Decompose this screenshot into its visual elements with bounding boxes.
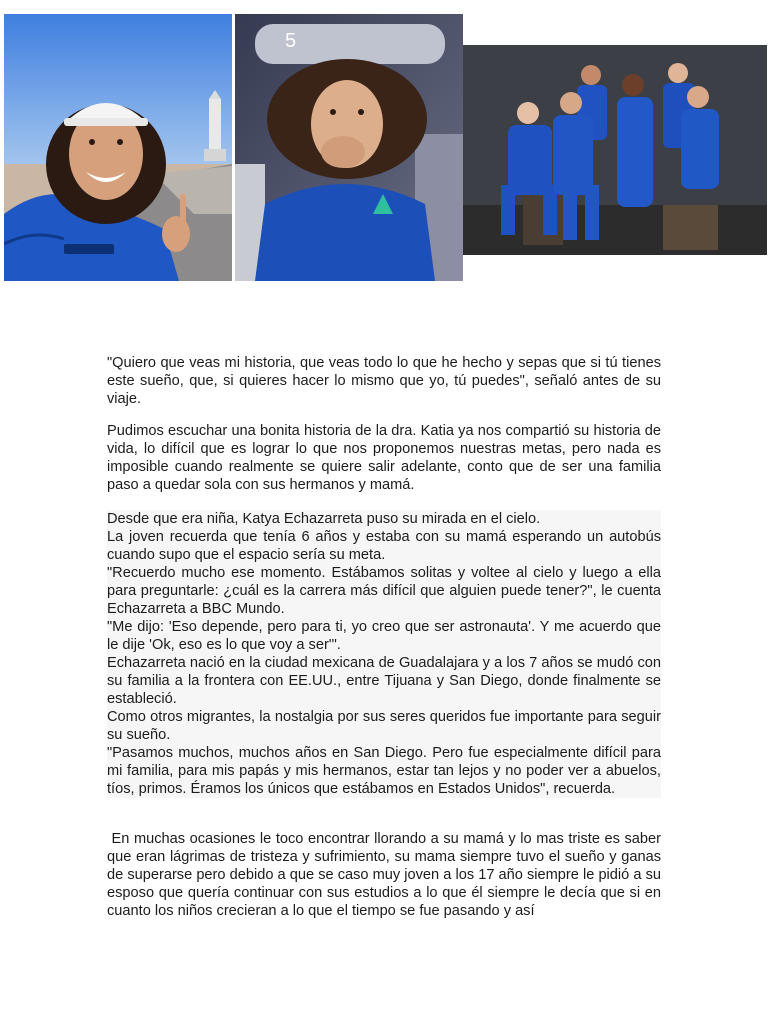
excerpt-line: Echazarreta nació en la ciudad mexicana de Guadalajara y a los 7 años se mudó con su familia a la frontera con EE.UU., entre Tijuana y San Diego, donde finalmente se estableció.	[107, 655, 661, 707]
article-paragraph-story	[107, 422, 661, 494]
selfie-desert-illustration	[4, 14, 232, 281]
excerpt-line: Como otros migrantes, la nostalgia por sus seres queridos fue importante para seguir su sueño.	[107, 709, 661, 743]
excerpt-line: "Recuerdo mucho ese momento. Estábamos solitas y voltee al cielo y luego a ella para preguntarle: ¿cuál es la carrera más difícil que alguien puede tener?", le cuenta Echazarreta a BBC Mundo.	[107, 565, 661, 617]
paragraph-text: "Quiero que veas mi historia, que veas todo lo que he hecho y sepas que si tú tienes este sueño, que, si quieres hacer lo mismo que yo, tú puedes", señaló antes de su viaje.	[107, 355, 661, 407]
photo-crew-group	[463, 45, 767, 255]
capsule-float-illustration	[235, 14, 463, 281]
paragraph-text: En muchas ocasiones le toco encontrar llorando a su mamá y lo mas triste es saber que eran lágrimas de tristeza y sufrimiento, su mama siempre tuvo el sueño y ganas de superarse pero debido a que se caso muy joven a los 17 año siempre le pidió a su esposo que quería continuar con sus estudios a lo que él siempre le decía que si en cuanto los niños crecieran a lo que el tiempo se fue pasando y así	[107, 831, 661, 919]
excerpt-line: Desde que era niña, Katya Echazarreta puso su mirada en el cielo.	[107, 511, 541, 527]
photo-selfie-desert	[4, 14, 232, 281]
article-paragraph-mother	[107, 830, 661, 920]
paragraph-text: Pudimos escuchar una bonita historia de la dra. Katia ya nos compartió su historia de vida, lo difícil que es lograr lo que nos proponemos nuestras metas, pero nada es imposible cuando realmente se quiere salir adelante, conto que de ser una familia paso a quedar sola con sus hermanos y mamá.	[107, 423, 661, 493]
capsule-window-number: 5	[285, 30, 297, 52]
crew-group-illustration	[463, 45, 767, 255]
photo-capsule-float	[235, 14, 463, 281]
article-paragraph-intro-quote	[107, 354, 661, 408]
excerpt-line: La joven recuerda que tenía 6 años y estaba con su mamá esperando un autobús cuando supo que el espacio sería su meta.	[107, 529, 661, 563]
article-quoted-excerpt	[107, 510, 661, 798]
excerpt-line: "Me dijo: 'Eso depende, pero para ti, yo creo que ser astronauta'. Y me acuerdo que le dije 'Ok, eso es lo que voy a ser'".	[107, 619, 661, 653]
excerpt-line: "Pasamos muchos, muchos años en San Diego. Pero fue especialmente difícil para mi familia, para mis papás y mis hermanos, estar tan lejos y no poder ver a abuelos, tíos, primos. Éramos los únicos que estábamos en Estados Unidos", recuerda.	[107, 745, 661, 797]
